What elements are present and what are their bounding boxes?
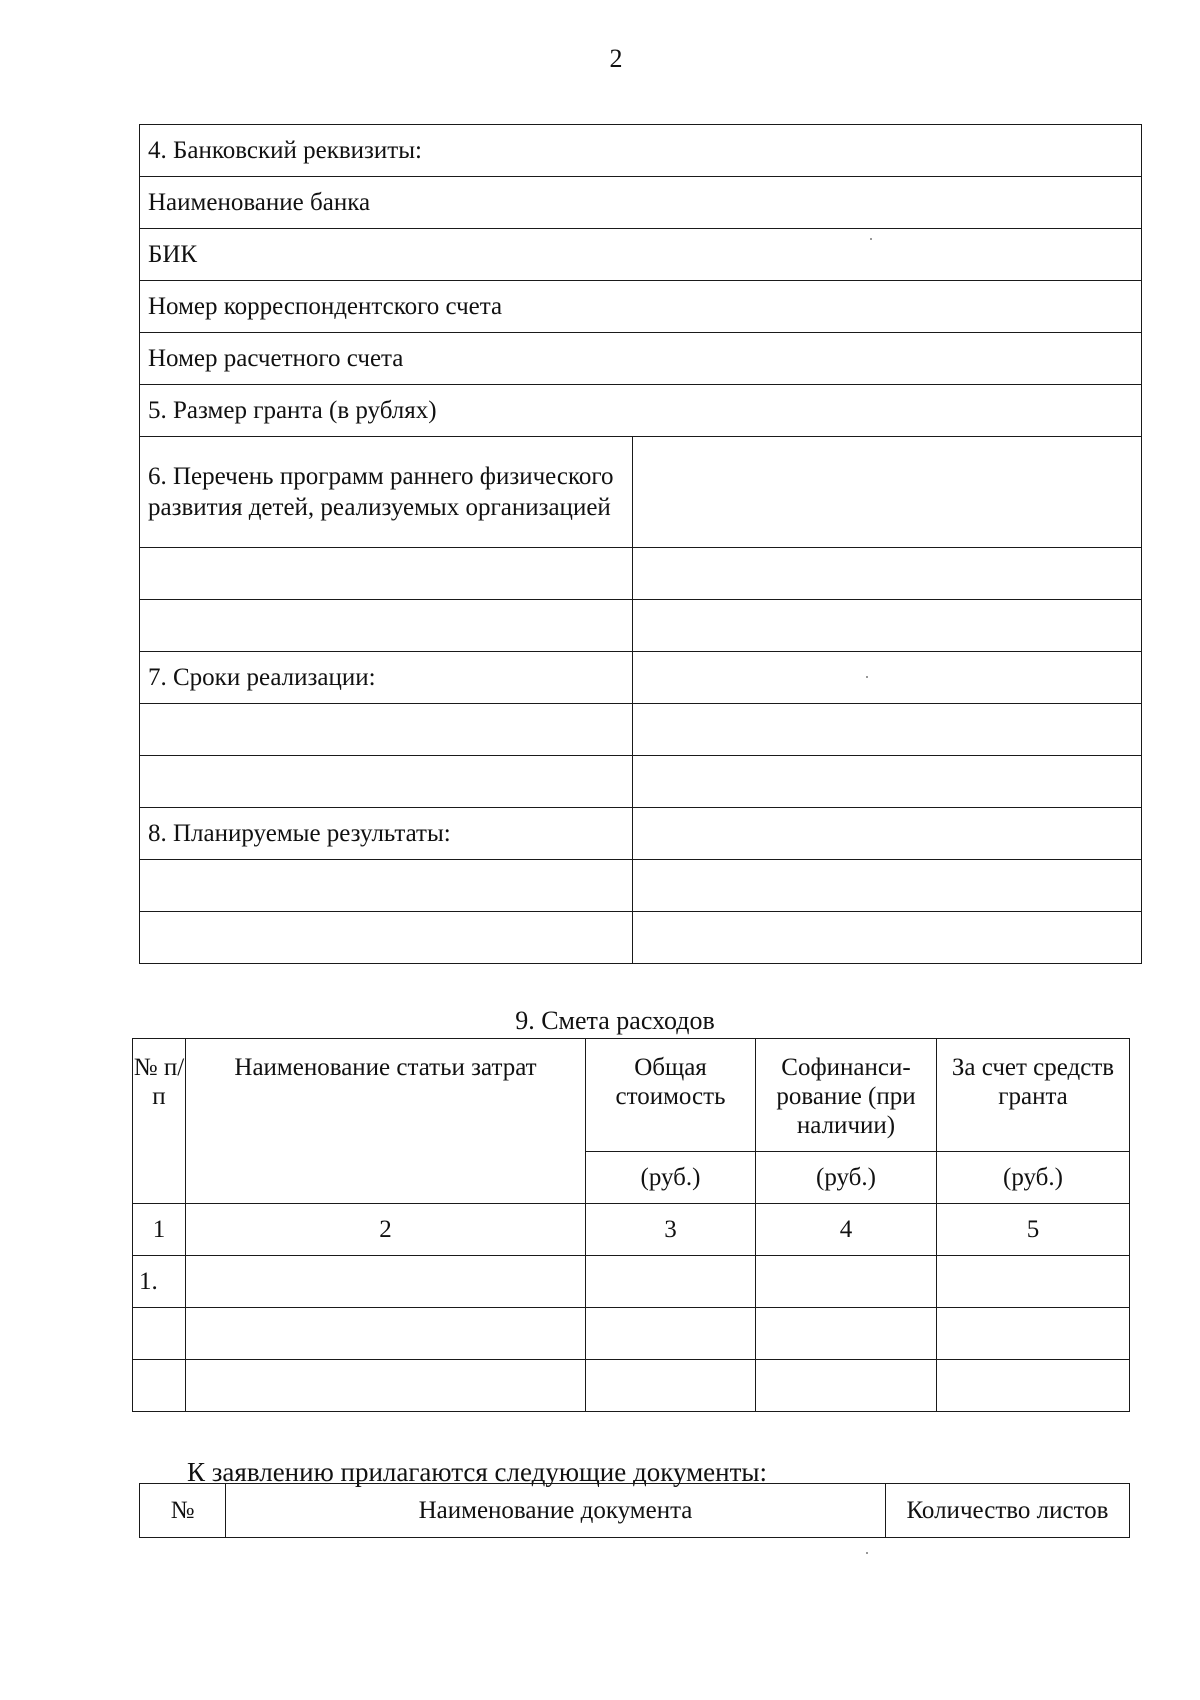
terms-value-cell <box>633 652 1142 704</box>
table-row <box>140 333 1142 385</box>
empty-cell <box>937 1360 1130 1412</box>
table-row <box>140 1484 1130 1538</box>
unit-grant: (руб.) <box>937 1152 1130 1204</box>
table-row <box>140 808 1142 860</box>
empty-cell <box>756 1256 937 1308</box>
programs-blank-cell <box>633 548 1142 600</box>
empty-cell <box>586 1308 756 1360</box>
column-number: 1 <box>133 1204 186 1256</box>
results-label: 8. Планируемые результаты: <box>140 808 633 860</box>
header-doc-sheets: Количество листов <box>886 1484 1130 1538</box>
empty-cell <box>186 1308 586 1360</box>
table-row <box>133 1204 1130 1256</box>
terms-label: 7. Сроки реализации: <box>140 652 633 704</box>
empty-cell <box>586 1360 756 1412</box>
terms-blank-cell <box>633 756 1142 808</box>
empty-cell <box>756 1360 937 1412</box>
results-blank-cell <box>633 860 1142 912</box>
scan-speck <box>866 676 868 678</box>
bik-label: БИК <box>140 229 1142 281</box>
table-row <box>140 912 1142 964</box>
table-row <box>140 281 1142 333</box>
table-row <box>140 704 1142 756</box>
empty-cell <box>186 1360 586 1412</box>
header-doc-name: Наименование документа <box>226 1484 886 1538</box>
bank-details-label: 4. Банковский реквизиты: <box>140 125 1142 177</box>
row-number: 1. <box>133 1256 186 1308</box>
estimate-title: 9. Смета расходов <box>515 1006 715 1035</box>
header-item: Наименование статьи затрат <box>186 1039 586 1204</box>
results-value-cell <box>633 808 1142 860</box>
programs-value-cell <box>633 437 1142 548</box>
programs-blank-cell <box>633 600 1142 652</box>
scan-speck <box>870 238 872 240</box>
bank-name-label: Наименование банка <box>140 177 1142 229</box>
settlement-account-label: Номер расчетного счета <box>140 333 1142 385</box>
results-blank-cell <box>140 860 633 912</box>
header-total: Общая стоимость <box>586 1039 756 1152</box>
requisites-table <box>139 124 1142 964</box>
column-number: 3 <box>586 1204 756 1256</box>
header-cofinancing: Софинанси-рование (при наличии) <box>756 1039 937 1152</box>
results-blank-cell <box>633 912 1142 964</box>
column-number: 2 <box>186 1204 586 1256</box>
page-number: 2 <box>609 44 623 73</box>
row-number <box>133 1308 186 1360</box>
empty-cell <box>756 1308 937 1360</box>
attachments-title: К заявлению прилагаются следующие документы: <box>187 1457 768 1487</box>
header-num: № п/п <box>133 1039 186 1204</box>
header-doc-num: № <box>140 1484 226 1538</box>
table-row <box>133 1308 1130 1360</box>
results-blank-cell <box>140 912 633 964</box>
programs-label: 6. Перечень программ раннего физического развития детей, реализуемых организацией <box>140 437 633 548</box>
column-number: 5 <box>937 1204 1130 1256</box>
empty-cell <box>937 1256 1130 1308</box>
programs-blank-cell <box>140 548 633 600</box>
table-row <box>140 177 1142 229</box>
table-row <box>140 437 1142 548</box>
unit-cofinancing: (руб.) <box>756 1152 937 1204</box>
terms-blank-cell <box>140 756 633 808</box>
table-row <box>140 229 1142 281</box>
table-row <box>140 385 1142 437</box>
column-number: 4 <box>756 1204 937 1256</box>
table-row <box>140 652 1142 704</box>
scan-speck <box>866 1552 868 1554</box>
grant-size-label: 5. Размер гранта (в рублях) <box>140 385 1142 437</box>
table-row <box>140 600 1142 652</box>
attachments-table <box>139 1483 1130 1538</box>
terms-blank-cell <box>140 704 633 756</box>
estimate-table <box>132 1038 1130 1412</box>
unit-total: (руб.) <box>586 1152 756 1204</box>
corr-account-label: Номер корреспондентского счета <box>140 281 1142 333</box>
empty-cell <box>186 1256 586 1308</box>
empty-cell <box>586 1256 756 1308</box>
table-row <box>140 548 1142 600</box>
row-number <box>133 1360 186 1412</box>
table-row <box>140 756 1142 808</box>
programs-blank-cell <box>140 600 633 652</box>
table-row <box>140 860 1142 912</box>
table-row <box>140 125 1142 177</box>
terms-blank-cell <box>633 704 1142 756</box>
table-row <box>133 1039 1130 1152</box>
table-row <box>133 1360 1130 1412</box>
header-grant: За счет средств гранта <box>937 1039 1130 1152</box>
table-row <box>133 1256 1130 1308</box>
empty-cell <box>937 1308 1130 1360</box>
